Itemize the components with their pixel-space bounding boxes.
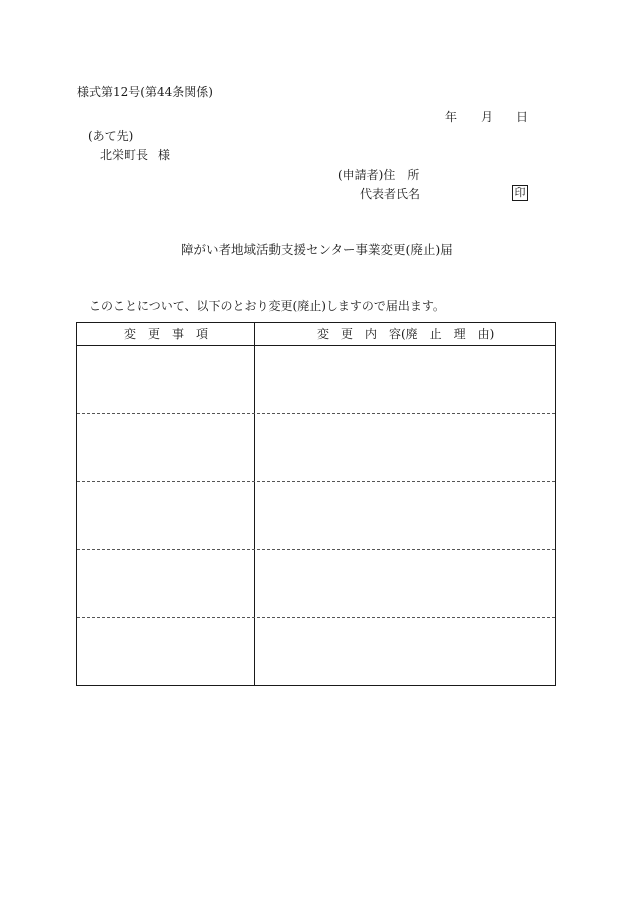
table-row-2-content[interactable] xyxy=(255,414,555,481)
applicant-address-label: (申請者)住 所 xyxy=(338,168,420,182)
table-row-3-content[interactable] xyxy=(255,482,555,549)
seal-mark: 印 xyxy=(512,185,528,201)
table-row-3-item[interactable] xyxy=(77,482,254,549)
notification-statement: このことについて、以下のとおり変更(廃止)しますので届出ます。 xyxy=(89,299,445,313)
table-row-1-content[interactable] xyxy=(255,346,555,413)
table-row-5-item[interactable] xyxy=(77,618,254,685)
addressee-name: 北栄町長 xyxy=(100,148,149,162)
table-row-1-item[interactable] xyxy=(77,346,254,413)
table-row-4-content[interactable] xyxy=(255,550,555,617)
table-row-5-content[interactable] xyxy=(255,618,555,685)
date-year-label: 年 xyxy=(445,110,458,124)
form-number: 様式第12号(第44条関係) xyxy=(77,85,213,99)
header-change-content: 変 更 内 容(廃 止 理 由) xyxy=(317,327,495,341)
representative-name-label: 代表者氏名 xyxy=(360,187,421,201)
table-row-4-item[interactable] xyxy=(77,550,254,617)
change-details-table xyxy=(76,322,556,686)
addressee-honorific: 様 xyxy=(158,148,171,162)
addressee-label: (あて先) xyxy=(88,129,134,143)
date-month-label: 月 xyxy=(481,110,494,124)
header-change-item: 変 更 事 項 xyxy=(124,327,209,341)
date-day-label: 日 xyxy=(516,110,529,124)
table-row-2-item[interactable] xyxy=(77,414,254,481)
document-title: 障がい者地域活動支援センター事業変更(廃止)届 xyxy=(181,242,453,257)
